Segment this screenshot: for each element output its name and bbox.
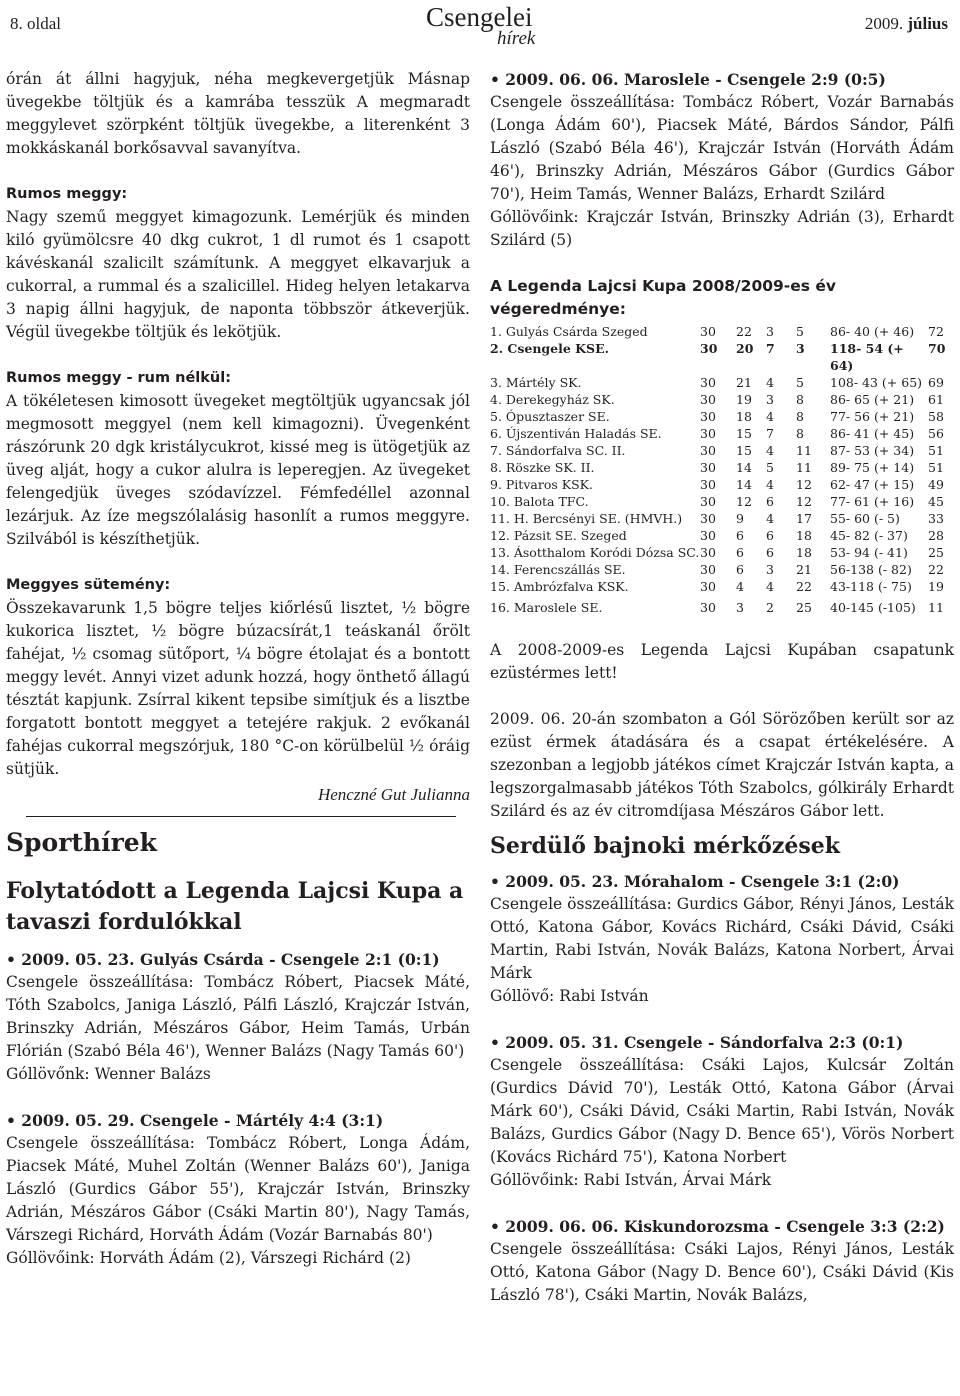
table-cell: 5 xyxy=(796,375,804,390)
table-cell: 3 xyxy=(736,600,744,615)
table-cell: 70 xyxy=(928,341,946,356)
table-cell: 4 xyxy=(766,409,774,424)
silver-text: A 2008-2009-es Legenda Lajcsi Kupában csapatunk ezüstérmes lett! xyxy=(490,641,954,682)
table-cell: 10. Balota TFC. xyxy=(490,494,589,509)
rum-nelkul-heading: Rumos meggy - rum nélkül: xyxy=(6,370,231,386)
table-cell: 45- 82 (- 37) xyxy=(830,528,908,543)
table-row xyxy=(490,459,954,476)
table-cell: 13. Ásotthalom Koródi Dózsa SC. xyxy=(490,545,700,560)
table-cell: 40-145 (-105) xyxy=(830,600,916,615)
table-row xyxy=(490,561,954,578)
table-cell: 58 xyxy=(928,409,944,424)
table-cell: 11 xyxy=(796,443,812,458)
table-cell: 21 xyxy=(796,562,812,577)
table-cell: 30 xyxy=(700,511,716,526)
match-goals: Góllövőink: Horváth Ádám (2), Várszegi Richárd (2) xyxy=(6,1249,411,1267)
table-cell: 7. Sándorfalva SC. II. xyxy=(490,443,626,458)
table-cell: 108- 43 (+ 65) xyxy=(830,375,923,390)
table-cell: 6 xyxy=(736,562,744,577)
table-cell: 43-118 (- 75) xyxy=(830,579,912,594)
table-cell: 19 xyxy=(736,392,752,407)
table-cell: 3 xyxy=(796,341,805,356)
table-cell: 7 xyxy=(766,426,774,441)
table-cell: 5 xyxy=(796,324,804,339)
table-cell: 56-138 (- 82) xyxy=(830,562,912,577)
table-cell: 53- 94 (- 41) xyxy=(830,545,908,560)
rumos-heading: Rumos meggy: xyxy=(6,186,128,202)
page-number: 8. oldal xyxy=(10,14,61,33)
match-title: • 2009. 05. 29. Csengele - Mártély 4:4 (3:1) xyxy=(6,1111,384,1130)
table-cell: 28 xyxy=(928,528,944,543)
table-cell: 12 xyxy=(796,494,812,509)
table-row xyxy=(490,374,954,391)
table-cell: 69 xyxy=(928,375,944,390)
table-cell: 61 xyxy=(928,392,944,407)
table-cell: 89- 75 (+ 14) xyxy=(830,460,915,475)
table-cell: 11 xyxy=(928,600,944,615)
table-row xyxy=(490,578,954,595)
table-cell: 22 xyxy=(796,579,812,594)
table-row xyxy=(490,425,954,442)
match-title: • 2009. 06. 06. Maroslele - Csengele 2:9 (0:5) xyxy=(490,70,886,89)
match-lineup: Csengele összeállítása: Csáki Lajos, Rényi János, Lesták Ottó, Katona Gábor (Nagy D. Bence 60'), Csáki Dávid (Kis László 78'), Csáki Martin, Novák Balázs, xyxy=(490,1240,954,1304)
table-cell: 30 xyxy=(700,562,716,577)
table-cell: 12 xyxy=(796,477,812,492)
sutemeny-heading: Meggyes sütemény: xyxy=(6,577,171,593)
table-cell: 3. Mártély SK. xyxy=(490,375,582,390)
table-cell: 4 xyxy=(736,579,744,594)
divider xyxy=(26,816,456,817)
match-title: • 2009. 06. 06. Kiskundorozsma - Csengele 3:3 (2:2) xyxy=(490,1217,945,1236)
masthead-subtitle: hírek xyxy=(497,28,536,49)
match-title: • 2009. 05. 31. Csengele - Sándorfalva 2:3 (0:1) xyxy=(490,1033,904,1052)
match-title: • 2009. 05. 23. Gulyás Csárda - Csengele 2:1 (0:1) xyxy=(6,950,440,969)
table-cell: 5 xyxy=(766,460,774,475)
table-cell: 4 xyxy=(766,579,774,594)
table-cell: 9 xyxy=(736,511,744,526)
match-lineup: Csengele összeállítása: Tombácz Róbert, Vozár Barnabás (Longa Ádám 60'), Piacsek Máté, Bárdos Sándor, Pálfi László (Szabó Béla 46'), Krajczár István (Horváth Ádám 46'), Brinszky Adrián, Mészáros Gábor (Gurdics Gábor 70'), Heim Tamás, Wenner Balázs, Erhardt Szilárd xyxy=(490,93,954,203)
table-title: A Legenda Lajcsi Kupa 2008/2009-es év végeredménye: xyxy=(490,277,836,318)
table-cell: 14 xyxy=(736,460,752,475)
table-cell: 30 xyxy=(700,324,716,339)
table-cell: 30 xyxy=(700,545,716,560)
table-cell: 4 xyxy=(766,375,774,390)
table-cell: 3 xyxy=(766,392,774,407)
table-cell: 11 xyxy=(796,460,812,475)
table-cell: 30 xyxy=(700,426,716,441)
table-cell: 86- 40 (+ 46) xyxy=(830,324,915,339)
match-goals: Góllövőnk: Wenner Balázs xyxy=(6,1065,211,1083)
section-title: Sporthírek xyxy=(6,828,158,857)
table-cell: 18 xyxy=(796,545,812,560)
table-cell: 3 xyxy=(766,324,774,339)
table-row xyxy=(490,544,954,561)
table-cell: 18 xyxy=(796,528,812,543)
table-cell: 20 xyxy=(736,341,754,356)
masthead-title: Csengelei xyxy=(426,2,533,32)
table-cell: 6. Újszentiván Haladás SE. xyxy=(490,426,662,441)
table-cell: 2 xyxy=(766,600,774,615)
match-lineup: Csengele összeállítása: Csáki Lajos, Kulcsár Zoltán (Gurdics Dávid 70'), Lesták Ottó, Katona Gábor (Árvai Márk 60'), Csáki Dávid, Csáki Martin, Rabi István, Novák Balázs, Gurdics Gábor (Nagy D. Bence 65'), Vörös Norbert (Kovács Richárd 75'), Katona Norbert xyxy=(490,1056,954,1166)
table-cell: 3 xyxy=(766,562,774,577)
table-cell: 6 xyxy=(766,528,774,543)
table-cell: 8 xyxy=(796,426,804,441)
table-cell: 14 xyxy=(736,477,752,492)
match-lineup: Csengele összeállítása: Gurdics Gábor, Rényi János, Lesták Ottó, Katona Gábor, Kovács Richárd, Csáki Dávid, Csáki Martin, Rabi István, Novák Balázs, Katona Norbert, Árvai Márk xyxy=(490,895,954,982)
table-cell: 2. Csengele KSE. xyxy=(490,341,609,356)
table-cell: 30 xyxy=(700,392,716,407)
table-cell: 8 xyxy=(796,392,804,407)
table-cell: 86- 65 (+ 21) xyxy=(830,392,915,407)
intro-text: órán át állni hagyjuk, néha megkevergetjük Másnap üvegekbe töltjük és a kamrába tesszük A megmaradt meggylevet szörpként töltjük üvegekbe, a literenként 3 mokkáskanál borkősavval savanyítva. xyxy=(6,70,470,157)
rumos-text: Nagy szemű meggyet kimagozunk. Lemérjük és minden kiló gyümölcsre 40 dkg cukrot, 1 dl rumot és 1 csapott kávéskanál szalicilt számítunk. A meggyet elkavarjuk a cukorral, a rummal és a szalicillel. Hideg helyen letakarva 3 napig állni hagyjuk, de naponta többször átkeverjük. Végül üvegekbe töltjük és lekötjük. xyxy=(6,208,470,341)
table-row xyxy=(490,476,954,493)
article-title: Folytatódott a Legenda Lajcsi Kupa a tavaszi fordulókkal xyxy=(6,878,464,935)
table-cell: 22 xyxy=(928,562,944,577)
youth-title: Serdülő bajnoki mérkőzések xyxy=(490,833,840,859)
table-cell: 87- 53 (+ 34) xyxy=(830,443,915,458)
author-signature: Henczné Gut Julianna xyxy=(317,785,470,804)
match-goals: Góllövő: Rabi István xyxy=(490,987,649,1005)
match-goals: Góllövőink: Rabi István, Árvai Márk xyxy=(490,1171,772,1189)
table-cell: 30 xyxy=(700,494,716,509)
standings-table xyxy=(490,323,954,616)
table-cell: 62- 47 (+ 15) xyxy=(830,477,915,492)
match-goals: Góllövőink: Krajczár István, Brinszky Adrián (3), Erhardt Szilárd (5) xyxy=(490,208,954,249)
table-row xyxy=(490,323,954,340)
table-cell: 56 xyxy=(928,426,944,441)
table-cell: 12 xyxy=(736,494,752,509)
table-row xyxy=(490,442,954,459)
table-cell: 6 xyxy=(766,545,774,560)
table-cell: 30 xyxy=(700,477,716,492)
table-cell: 21 xyxy=(736,375,752,390)
table-cell: 72 xyxy=(928,324,944,339)
table-row xyxy=(490,391,954,408)
table-cell: 86- 41 (+ 45) xyxy=(830,426,915,441)
table-cell: 18 xyxy=(736,409,752,424)
table-cell: 8 xyxy=(796,409,804,424)
table-cell: 4 xyxy=(766,477,774,492)
match-title: • 2009. 05. 23. Mórahalom - Csengele 3:1 (2:0) xyxy=(490,872,900,891)
left-column xyxy=(6,68,470,1270)
table-cell: 15 xyxy=(736,443,752,458)
table-cell: 51 xyxy=(928,460,944,475)
table-cell: 4. Derekegyház SK. xyxy=(490,392,615,407)
table-cell: 16. Maroslele SE. xyxy=(490,600,603,615)
rum-nelkul-text: A tökéletesen kimosott üvegeket megtöltjük ugyancsak jól megmosott meggyel (nem kell kimagozni). Üvegenként rászórunk 20 dgk kristálycukrot, kissé meg is ütögetjük az üveg alját, hogy a cukor alulra is leperegjen. Az üvegeket felengedjük üveges szódavízzel. Fémfedéllel azonnal lezárjuk. Az íze megszólalásig hasonlít a rumos meggyre. Szilvából is készíthetjük. xyxy=(6,392,470,548)
table-cell: 49 xyxy=(928,477,944,492)
table-cell: 33 xyxy=(928,511,944,526)
table-cell: 8. Röszke SK. II. xyxy=(490,460,595,475)
table-cell: 6 xyxy=(766,494,774,509)
table-cell: 19 xyxy=(928,579,944,594)
table-cell: 12. Pázsit SE. Szeged xyxy=(490,528,627,543)
table-cell: 55- 60 (- 5) xyxy=(830,511,900,526)
table-cell: 22 xyxy=(736,324,752,339)
table-cell: 4 xyxy=(766,511,774,526)
table-cell: 77- 56 (+ 21) xyxy=(830,409,915,424)
table-cell: 14. Ferencszállás SE. xyxy=(490,562,626,577)
table-cell: 118- 54 (+ 64) xyxy=(830,341,904,373)
table-cell: 30 xyxy=(700,600,716,615)
table-cell: 25 xyxy=(796,600,812,615)
table-row xyxy=(490,340,954,374)
right-column xyxy=(490,68,954,1307)
table-cell: 11. H. Bercsényi SE. (HMVH.) xyxy=(490,511,683,526)
table-cell: 1. Gulyás Csárda Szeged xyxy=(490,324,648,339)
table-cell: 6 xyxy=(736,545,744,560)
table-cell: 30 xyxy=(700,579,716,594)
table-cell: 30 xyxy=(700,409,716,424)
table-cell: 30 xyxy=(700,341,718,356)
sutemeny-text: Összekavarunk 1,5 bögre teljes kiőrlésű lisztet, ½ bögre kukorica lisztet, ½ bögre búzacsírát,1 teáskanál őrölt fahéjat, ½ csomag sütőport, ¼ bögre étolajat és a bontott meggy levét. Annyi vizet adunk hozzá, hogy önthető állagú tésztát kapjunk. Zsírral kikent tepsibe simítjuk és a lisztbe forgatott bontott meggyet a tetejére rakjuk. 2 evőkanál fahéjas cukorral megszórjuk, 180 °C-on körülbelül ½ óráig sütjük. xyxy=(6,599,470,778)
table-cell: 17 xyxy=(796,511,812,526)
match-lineup: Csengele összeállítása: Tombácz Róbert, Longa Ádám, Piacsek Máté, Muhel Zoltán (Wenner Balázs 60'), Janiga László (Gurdics Gábor 55'), Krajczár István, Brinszky Adrián, Mészáros Gábor (Csáki Martin 80'), Nagy Tamás, Várszegi Richárd, Horváth Ádám (Vozár Barnabás 80') xyxy=(6,1134,470,1244)
table-cell: 4 xyxy=(766,443,774,458)
table-row xyxy=(490,599,954,616)
table-cell: 30 xyxy=(700,460,716,475)
table-row xyxy=(490,527,954,544)
table-row xyxy=(490,408,954,425)
table-cell: 5. Ópusztaszer SE. xyxy=(490,409,610,424)
table-cell: 30 xyxy=(700,443,716,458)
table-cell: 25 xyxy=(928,545,944,560)
page-header xyxy=(0,0,960,56)
table-cell: 30 xyxy=(700,375,716,390)
table-row xyxy=(490,510,954,527)
match-lineup: Csengele összeállítása: Tombácz Róbert, Piacsek Máté, Tóth Szabolcs, Janiga László, Pálfi László, Krajczár István, Brinszky Adrián, Mészáros Gábor, Heim Tamás, Urbán Flórián (Szabó Béla 46'), Wenner Balázs (Nagy Tamás 60') xyxy=(6,973,470,1060)
table-cell: 15 xyxy=(736,426,752,441)
table-cell: 7 xyxy=(766,341,775,356)
table-cell: 77- 61 (+ 16) xyxy=(830,494,915,509)
table-cell: 51 xyxy=(928,443,944,458)
table-row xyxy=(490,493,954,510)
issue-date: 2009. július xyxy=(864,14,948,33)
table-cell: 9. Pitvaros KSK. xyxy=(490,477,593,492)
table-cell: 30 xyxy=(700,528,716,543)
award-text: 2009. 06. 20-án szombaton a Gól Sörözőben került sor az ezüst érmek átadására és a csapat értékelésére. A szezonban a legjobb játékos címet Krajczár István kapta, a legszorgalmasabb játékos Tóth Szabolcs, gólkirály Erhardt Szilárd és az év citromdíjasa Mészáros Gábor lett. xyxy=(490,710,954,820)
table-cell: 6 xyxy=(736,528,744,543)
table-cell: 15. Ambrózfalva KSK. xyxy=(490,579,629,594)
table-cell: 45 xyxy=(928,494,944,509)
